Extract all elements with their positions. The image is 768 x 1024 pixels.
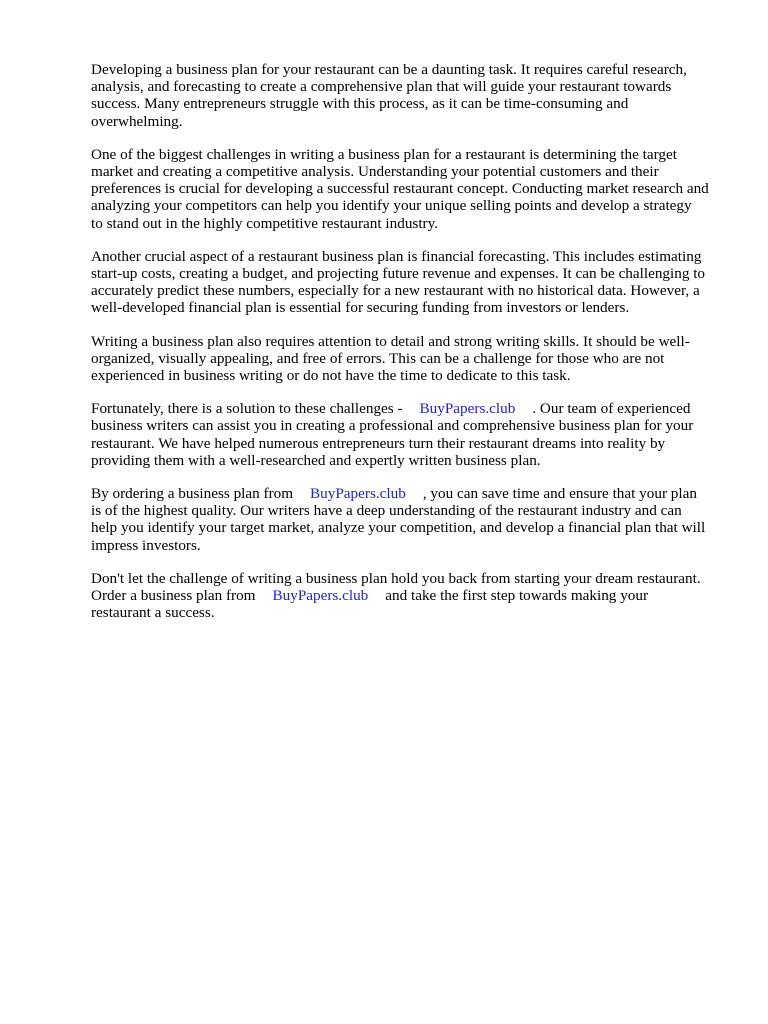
paragraph-writing-skills: Writing a business plan also requires attention to detail and strong writing skills. It should be well- organized, visually appealing, and free of errors. This can be a challenge for those who are not experienced in business writing or do not have the time to dedicate to this task. bbox=[91, 332, 690, 385]
paragraph-closing bbox=[91, 570, 725, 622]
paragraph-solution-before: Fortunately, there is a solution to these challenges - bbox=[91, 400, 403, 418]
buypapers-link-1[interactable]: BuyPapers.club bbox=[419, 400, 516, 418]
paragraph-ordering-before: By ordering a business plan from bbox=[91, 485, 294, 503]
buypapers-link-2[interactable]: BuyPapers.club bbox=[310, 485, 406, 503]
paragraph-closing-before: Don't let the challenge of writing a business plan hold you back from starting your dream restaurant. Order a business plan from bbox=[91, 569, 701, 605]
buypapers-link-3[interactable]: BuyPapers.club bbox=[272, 587, 369, 605]
paragraph-target-market: One of the biggest challenges in writing a business plan for a restaurant is determining the target market and creating a competitive analysis. Understanding your potential customers and their preferences is crucial for developing a successful restaurant concept. Conducting market research and analyzing your competitors can help you identify your unique selling points and develop a strategy to stand out in the highly competitive restaurant industry. bbox=[91, 145, 709, 232]
paragraph-financial-forecasting: Another crucial aspect of a restaurant business plan is financial forecasting. This includes estimating start-up costs, creating a budget, and projecting future revenue and expenses. It can be challenging to accurately predict these numbers, especially for a new restaurant with no historical data. However, a well-developed financial plan is essential for securing funding from investors or lenders. bbox=[91, 247, 706, 317]
paragraph-ordering bbox=[91, 485, 725, 554]
paragraph-closing-after: and take the first step towards making your restaurant a success. bbox=[91, 587, 649, 622]
paragraph-solution bbox=[91, 400, 725, 469]
paragraph-intro: Developing a business plan for your restaurant can be a daunting task. It requires careful research, analysis, and forecasting to create a comprehensive plan that will guide your restaurant towards success. Many entrepreneurs struggle with this process, as it can be time-consuming and overwhelming. bbox=[91, 61, 687, 130]
paragraph-ordering-after: , you can save time and ensure that your plan is of the highest quality. Our writers have a deep understanding of the restaurant industry and can help you identify your target market, analyze your competition, and develop a financial plan that will impress investors. bbox=[91, 485, 706, 554]
paragraph-solution-after: . Our team of experienced business writers can assist you in creating a professional and comprehensive business plan for your restaurant. We have helped numerous entrepreneurs turn their restaurant dreams into reality by providing them with a well-researched and expertly written business plan. bbox=[91, 400, 694, 469]
document-page bbox=[91, 61, 725, 637]
